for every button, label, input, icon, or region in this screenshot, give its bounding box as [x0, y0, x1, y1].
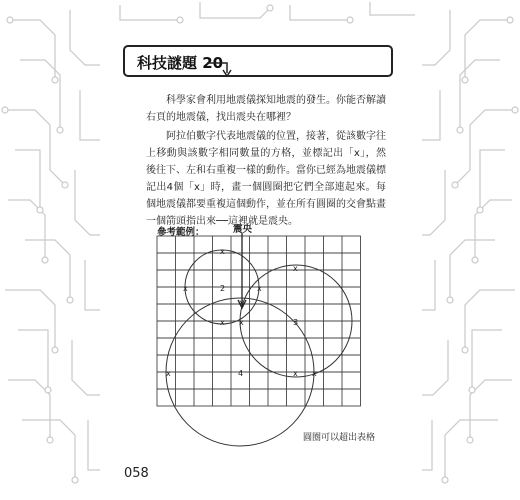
epicenter-label: 震央 — [233, 224, 253, 235]
mark-x: x — [166, 369, 171, 378]
seismometer-3-label: 3 — [293, 318, 299, 327]
page-number: 058 — [124, 466, 149, 481]
mark-x: x — [220, 318, 225, 327]
seismometer-2-label: 2 — [220, 284, 226, 293]
paragraph-intro: 科學家會利用地震儀探知地震的發生。你能否解讀右頁的地震儀，找出震央在哪裡？ — [146, 95, 386, 123]
grid-lines — [157, 236, 361, 406]
example-label: 參考範例： — [157, 227, 205, 238]
mark-x: x — [257, 284, 262, 293]
mark-x: x — [220, 247, 225, 256]
mark-x: x — [293, 369, 298, 378]
mark-x: x — [239, 318, 244, 327]
paragraph-steps: 阿拉伯數字代表地震儀的位置，接著，從該數字往上移動與該數字相同數量的方格，並標記出「x」，然後往下、左和右重複一樣的動作。當你已經為地震儀標記出4個「x」時，畫一個圓圈把它們全部連起來。每個地震儀都要重複這個動作，並在所有圓圈的交會點畫一個箭頭指出來──這裡就是震央。 — [146, 131, 386, 227]
mark-x: x — [312, 369, 317, 378]
epicenter-arrow-icon — [238, 233, 246, 308]
seismometer-4-label: 4 — [238, 369, 244, 378]
mark-x: x — [293, 264, 298, 273]
grid-caption: 圓圈可以超出表格 — [303, 433, 376, 443]
mark-x: x — [239, 298, 244, 307]
mark-x: x — [183, 284, 188, 293]
page-title: 科技謎題 20 — [137, 54, 224, 72]
